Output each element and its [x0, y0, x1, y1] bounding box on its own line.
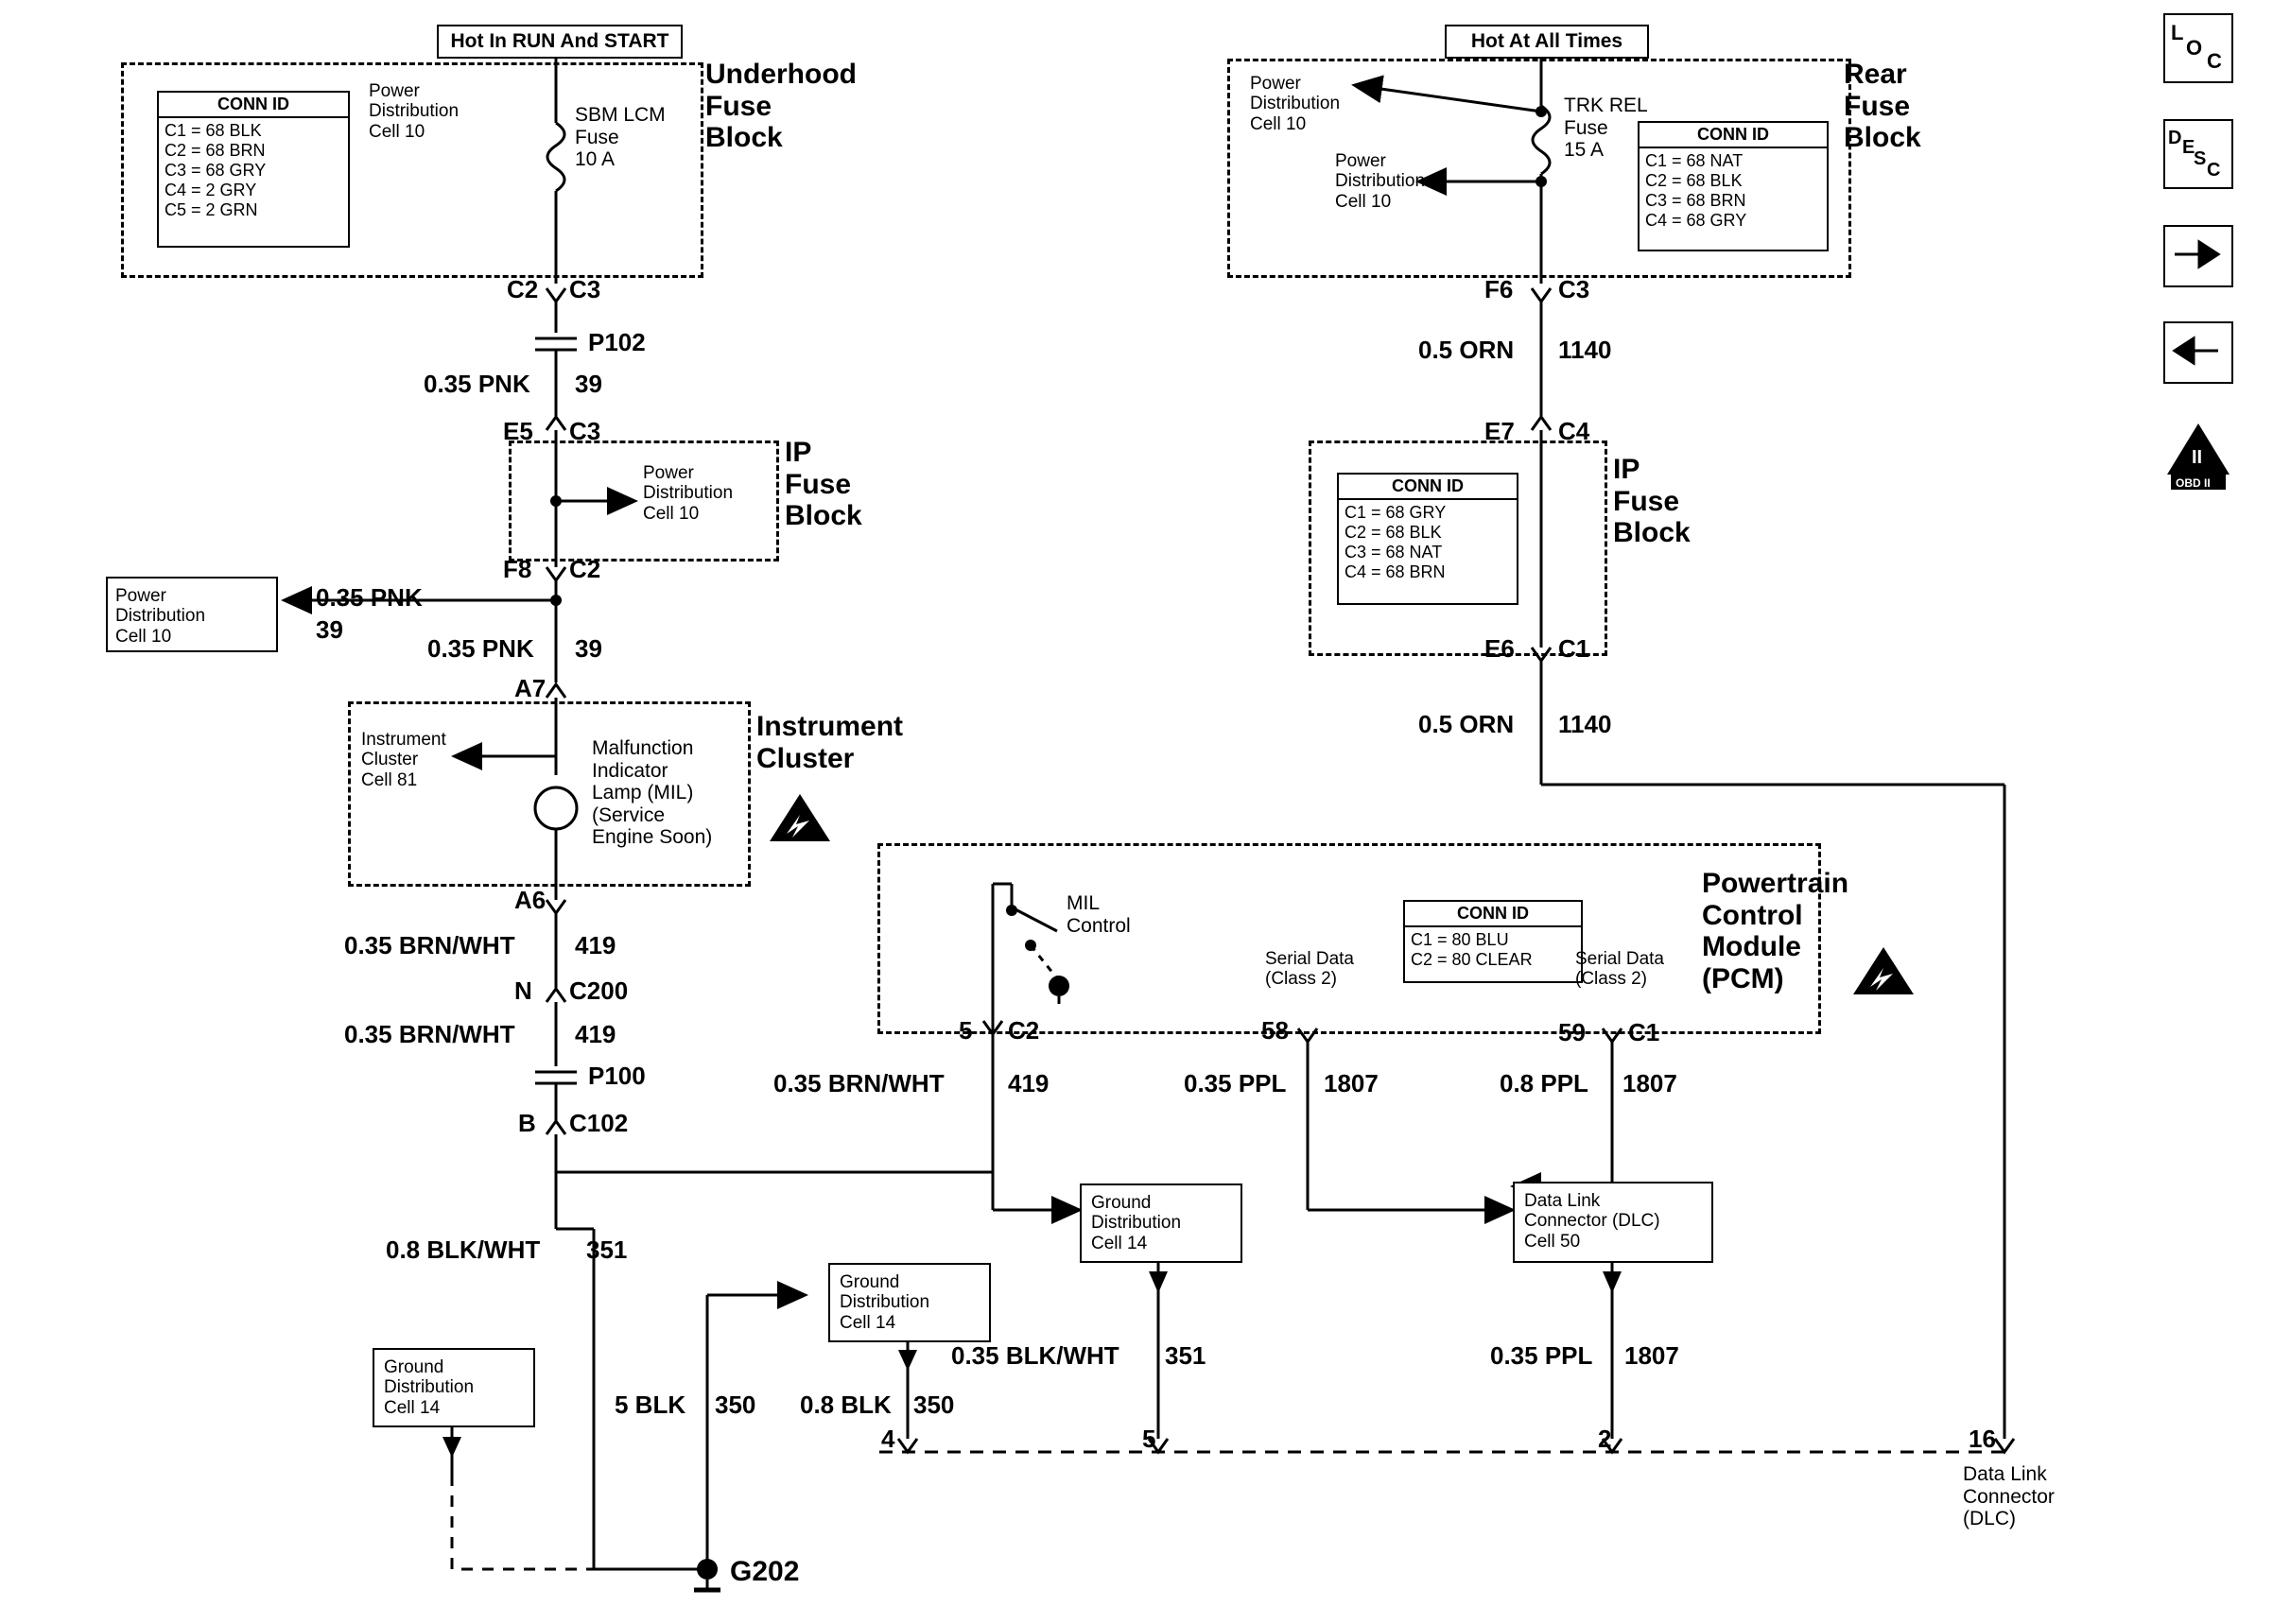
conn-id-ip-title: CONN ID — [1339, 475, 1517, 500]
wire-label: 0.35 BRN/WHT — [344, 931, 515, 959]
wire-label: 0.8 PPL — [1500, 1069, 1588, 1097]
wire-number: 351 — [586, 1235, 628, 1264]
terminal-pin5-pcm: 5 — [959, 1016, 973, 1045]
forward-arrow-icon — [2165, 227, 2228, 282]
wire-label: 0.35 PPL — [1184, 1069, 1287, 1097]
wire-number: 1140 — [1558, 336, 1612, 364]
mil-lamp-label: Malfunction Indicator Lamp (MIL) (Service Engine Soon) — [592, 737, 713, 849]
wire-label: 0.35 BRN/WHT — [773, 1069, 945, 1097]
conn-id-rear-title: CONN ID — [1640, 123, 1827, 148]
ip-fuse-block-left-label: IP Fuse Block — [785, 437, 862, 532]
conn-row: C3 = 68 BRN — [1645, 191, 1746, 210]
conn-id-underhood — [157, 91, 350, 248]
instrument-cluster-cell81-ref: Instrument Cluster Cell 81 — [361, 730, 446, 790]
conn-row: C2 = 68 BLK — [1645, 171, 1743, 190]
terminal-e7: E7 — [1484, 417, 1515, 445]
obd-ii-icon — [2163, 420, 2233, 490]
terminal-c2-pcm: C2 — [1008, 1016, 1040, 1045]
terminal-p100: P100 — [588, 1062, 646, 1090]
conn-row: C1 = 68 NAT — [1645, 151, 1744, 170]
underhood-fuse-block-label: Underhood Fuse Block — [705, 59, 857, 154]
wire-number: 1807 — [1622, 1069, 1677, 1097]
terminal-dlc-pin4: 4 — [881, 1425, 895, 1453]
conn-id-underhood-title: CONN ID — [159, 93, 348, 118]
terminal-p102: P102 — [588, 328, 646, 356]
terminal-c2-ip: C2 — [569, 555, 601, 583]
esd-warning-icon-cluster — [768, 792, 834, 847]
svg-text:C: C — [2207, 49, 2222, 73]
wire-number: 39 — [575, 370, 602, 398]
wire-label: 0.35 PPL — [1490, 1341, 1593, 1370]
sbm-lcm-fuse-label: SBM LCM Fuse 10 A — [575, 104, 666, 171]
terminal-c3-left: C3 — [569, 275, 601, 303]
svg-text:D: D — [2168, 128, 2182, 148]
wire-label: 0.35 PNK — [424, 370, 530, 398]
conn-row: C1 = 68 GRY — [1345, 503, 1447, 522]
power-dist-ip-ref: Power Distribution Cell 10 — [643, 463, 734, 524]
pcm-block — [877, 843, 1821, 1034]
conn-id-pcm — [1403, 900, 1583, 983]
ground-distribution-cell14-middle — [828, 1263, 991, 1342]
svg-text:C: C — [2207, 160, 2221, 181]
wire-label: 5 BLK — [615, 1391, 686, 1419]
conn-row: C1 = 80 BLU — [1411, 930, 1509, 949]
conn-row: C1 = 68 BLK — [165, 121, 262, 140]
terminal-c3-ip: C3 — [569, 417, 601, 445]
ip-fuse-block-right-label: IP Fuse Block — [1613, 454, 1691, 549]
wire-number: 39 — [316, 615, 343, 644]
header-hot-at-all-times — [1445, 25, 1649, 59]
terminal-n: N — [514, 976, 532, 1005]
loc-button[interactable] — [2163, 13, 2233, 83]
conn-row: C4 = 68 GRY — [1645, 211, 1747, 230]
serial-data-right-label: Serial Data (Class 2) — [1575, 949, 1664, 990]
terminal-b: B — [518, 1109, 536, 1137]
terminal-c2-left: C2 — [507, 275, 539, 303]
wire-label: 0.35 PNK — [427, 634, 534, 663]
desc-icon — [2165, 121, 2228, 183]
rear-fuse-block-label: Rear Fuse Block — [1844, 59, 1921, 154]
pcm-label: Powertrain Control Module (PCM) — [1702, 868, 1849, 994]
header-hot-in-run-and-start — [437, 25, 683, 59]
terminal-c4-ip: C4 — [1558, 417, 1590, 445]
terminal-e5: E5 — [503, 417, 533, 445]
terminal-a6: A6 — [514, 886, 547, 914]
mil-control-label: MIL Control — [1067, 892, 1131, 937]
terminal-e6: E6 — [1484, 634, 1515, 663]
ground-distribution-cell14-left — [373, 1348, 535, 1427]
data-link-connector-box — [1513, 1182, 1713, 1263]
instrument-cluster-label: Instrument Cluster — [756, 711, 904, 774]
terminal-pin58: 58 — [1261, 1016, 1289, 1045]
forward-button[interactable] — [2163, 225, 2233, 287]
terminal-pin59: 59 — [1558, 1018, 1586, 1046]
terminal-dlc-pin5: 5 — [1142, 1425, 1156, 1453]
back-button[interactable] — [2163, 321, 2233, 384]
ground-distribution-cell14-middle-text: Ground Distribution Cell 14 — [840, 1272, 930, 1333]
svg-text:S: S — [2194, 148, 2207, 169]
terminal-a7: A7 — [514, 674, 547, 702]
ground-distribution-cell14-upper — [1080, 1183, 1242, 1263]
wire-number: 39 — [575, 634, 602, 663]
conn-row: C2 = 68 BRN — [165, 141, 266, 160]
terminal-c3-rear: C3 — [1558, 275, 1590, 303]
wire-label: 0.5 ORN — [1418, 710, 1515, 738]
wire-label: 0.35 BRN/WHT — [344, 1020, 515, 1048]
power-dist-rear-ref-2: Power Distribution Cell 10 — [1335, 151, 1426, 212]
wire-label: 0.8 BLK/WHT — [386, 1235, 541, 1264]
conn-id-pcm-title: CONN ID — [1405, 902, 1581, 927]
conn-row: C3 = 68 NAT — [1345, 543, 1443, 561]
wire-number: 419 — [575, 1020, 616, 1048]
desc-button[interactable] — [2163, 119, 2233, 189]
wire-label: 0.8 BLK — [800, 1391, 892, 1419]
terminal-c1-pcm: C1 — [1628, 1018, 1660, 1046]
wire-number: 1807 — [1624, 1341, 1679, 1370]
back-arrow-icon — [2165, 323, 2228, 378]
power-dist-underhood-ref: Power Distribution Cell 10 — [369, 81, 460, 142]
obd-ii-button[interactable] — [2163, 420, 2233, 490]
wire-number: 350 — [913, 1391, 955, 1419]
power-distribution-cell10-text: Power Distribution Cell 10 — [115, 586, 206, 647]
wire-label: 0.35 PNK — [316, 583, 423, 612]
power-dist-rear-ref-1: Power Distribution Cell 10 — [1250, 74, 1341, 134]
ground-distribution-cell14-upper-text: Ground Distribution Cell 14 — [1091, 1193, 1182, 1253]
hot-in-run-label: Hot In RUN And START — [450, 30, 669, 52]
terminal-c200: C200 — [569, 976, 629, 1005]
data-link-connector-box-text: Data Link Connector (DLC) Cell 50 — [1524, 1191, 1660, 1252]
wire-number: 419 — [1008, 1069, 1050, 1097]
terminal-c1-ip: C1 — [1558, 634, 1590, 663]
conn-row: C2 = 68 BLK — [1345, 523, 1442, 542]
terminal-dlc-pin16: 16 — [1969, 1425, 1996, 1453]
terminal-g202: G202 — [730, 1556, 800, 1587]
wire-number: 351 — [1165, 1341, 1206, 1370]
conn-row: C4 = 2 GRY — [165, 181, 257, 199]
ground-distribution-cell14-left-text: Ground Distribution Cell 14 — [384, 1357, 475, 1418]
conn-row: C3 = 68 GRY — [165, 161, 267, 180]
svg-text:II: II — [2192, 447, 2203, 468]
wire-label: 0.5 ORN — [1418, 336, 1515, 364]
hot-at-all-times-label: Hot At All Times — [1470, 30, 1623, 52]
terminal-dlc-pin2: 2 — [1598, 1425, 1612, 1453]
svg-text:E: E — [2182, 137, 2195, 158]
conn-id-rear — [1638, 121, 1829, 251]
wire-number: 350 — [715, 1391, 756, 1419]
terminal-c102: C102 — [569, 1109, 629, 1137]
conn-row: C2 = 80 CLEAR — [1411, 950, 1533, 969]
conn-row: C4 = 68 BRN — [1345, 562, 1446, 581]
wire-number: 419 — [575, 931, 616, 959]
conn-row: C5 = 2 GRN — [165, 200, 258, 219]
svg-text:O: O — [2186, 36, 2203, 60]
power-distribution-cell10-box — [106, 577, 278, 652]
trk-rel-fuse-label: TRK REL Fuse 15 A — [1564, 95, 1648, 162]
serial-data-left-label: Serial Data (Class 2) — [1265, 949, 1354, 990]
wire-number: 1807 — [1324, 1069, 1379, 1097]
dlc-bottom-label: Data Link Connector (DLC) — [1963, 1463, 2055, 1530]
svg-text:OBD II: OBD II — [2176, 476, 2211, 490]
terminal-f8: F8 — [503, 555, 532, 583]
esd-warning-icon-pcm — [1851, 945, 1917, 1000]
wire-number: 1140 — [1558, 710, 1612, 738]
loc-icon — [2165, 15, 2228, 78]
terminal-f6: F6 — [1484, 275, 1514, 303]
wire-label: 0.35 BLK/WHT — [951, 1341, 1119, 1370]
svg-text:L: L — [2171, 21, 2184, 44]
conn-id-ip — [1337, 473, 1518, 605]
